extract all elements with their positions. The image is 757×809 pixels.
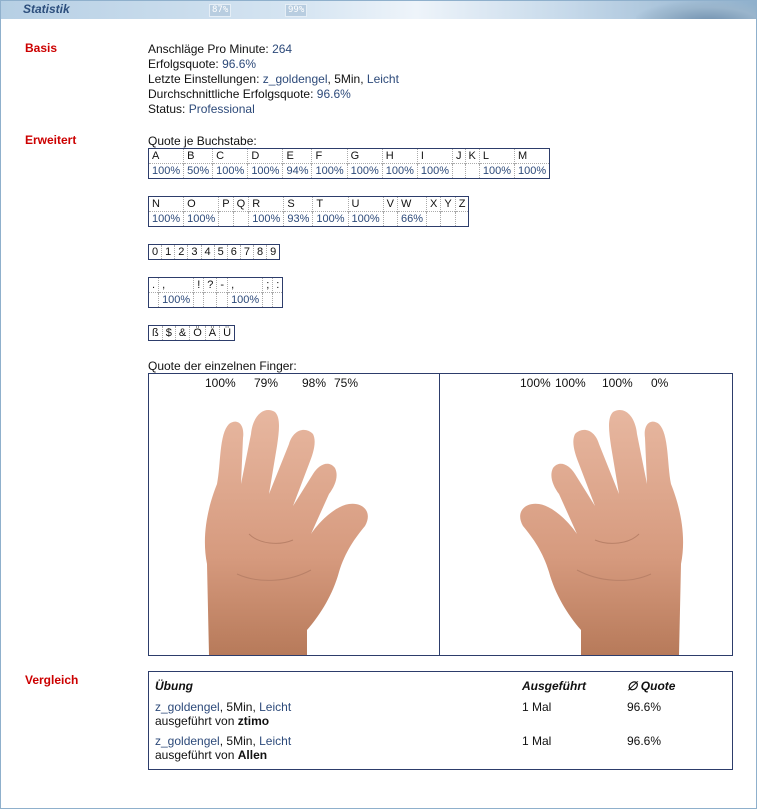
char-cell: R [249,197,284,212]
char-cell: 2 [175,245,188,260]
char-cell: C [213,149,248,164]
char-cell: 4 [201,245,214,260]
apm-value: 264 [272,42,293,56]
letter-quote-table-n-z [148,196,469,227]
char-quote-cell: 100% [313,212,348,227]
title-badge-1: 87% [209,4,231,17]
comparison-row-2-exercise [155,734,291,748]
section-erweitert-heading: Erweitert [25,133,77,147]
letter-quote-table-a-m [148,148,550,179]
status-label: Status: [148,102,186,116]
sep: , [219,700,224,714]
right-finger-3-quote: 100% [602,376,633,390]
char-cell: ! [194,278,204,293]
left-finger-1-quote: 100% [205,376,236,390]
letters-title: Quote je Buchstabe: [148,134,257,148]
avg-quote-value: 96.6% [316,87,351,101]
char-quote-cell [217,293,228,308]
char-cell: V [383,197,397,212]
letter-pct-row [149,212,469,227]
char-cell: M [515,149,550,164]
char-cell: I [417,149,452,164]
left-finger-4-quote: 75% [334,376,359,390]
comparison-row-1-by [155,714,269,728]
char-cell: ß [149,326,163,341]
avg-quote-label: Durchschnittliche Erfolgsquote: [148,87,314,101]
char-cell: S [284,197,313,212]
apm-label: Anschläge Pro Minute: [148,42,269,56]
char-quote-cell [204,293,217,308]
char-cell: G [347,149,382,164]
char-quote-cell: 100% [515,164,550,179]
finger-quote-panel [148,373,733,656]
comparison-row-2-by [155,748,267,762]
special-char-row [149,326,235,341]
comparison-row-1-quote: 96.6% [627,700,662,714]
char-quote-cell: 94% [283,164,312,179]
exercise-time: 5Min [226,734,253,748]
char-quote-cell: 93% [284,212,313,227]
char-cell: 1 [162,245,175,260]
last-settings-time: 5Min [334,72,361,86]
char-quote-cell: 100% [228,293,263,308]
char-cell: & [175,326,189,341]
right-finger-4-quote: 0% [651,376,669,390]
char-quote-cell [149,293,159,308]
exercise-time: 5Min [226,700,253,714]
hands-divider [439,374,440,655]
exercise-name-link[interactable]: z_goldengel [155,734,220,748]
char-quote-cell [194,293,204,308]
char-cell: W [397,197,426,212]
status-line [148,102,255,116]
char-cell: Z [455,197,469,212]
char-quote-cell: 100% [213,164,248,179]
char-quote-cell: 100% [347,164,382,179]
quote-value: 96.6% [222,57,257,71]
char-cell: U [348,197,383,212]
char-quote-cell: 100% [382,164,417,179]
sep: , [252,700,256,714]
left-hand-icon [189,394,399,655]
avg-quote-line [148,87,351,101]
by-user: Allen [237,748,268,762]
char-quote-cell: 100% [348,212,383,227]
char-cell: 8 [254,245,267,260]
char-cell: ; [263,278,273,293]
char-cell: , [159,278,194,293]
char-cell: 5 [214,245,227,260]
comparison-row-1-count: 1 Mal [522,700,552,714]
char-cell: 3 [188,245,201,260]
by-user: ztimo [237,714,270,728]
status-value: Professional [188,102,255,116]
digit-row [149,245,280,260]
exercise-level-link[interactable]: Leicht [259,734,292,748]
left-finger-3-quote: 98% [302,376,327,390]
right-finger-1-quote: 100% [520,376,551,390]
letter-row [149,149,550,164]
char-quote-cell: 100% [249,212,284,227]
punctuation-pct-row [149,293,283,308]
char-cell: Q [233,197,249,212]
char-cell: : [273,278,283,293]
char-quote-cell: 100% [417,164,452,179]
char-cell: A [149,149,184,164]
title-bar [1,1,756,19]
by-prefix: ausgeführt von [155,714,235,728]
special-char-quote-table [148,325,235,341]
last-settings-name[interactable]: z_goldengel [262,72,328,86]
char-cell: X [427,197,441,212]
col-header-ausgefuehrt: Ausgeführt [522,679,586,693]
char-cell: . [149,278,159,293]
char-cell: J [453,149,466,164]
char-cell: O [184,197,219,212]
char-cell: N [149,197,184,212]
exercise-level-link[interactable]: Leicht [259,700,292,714]
sep: , [219,734,224,748]
char-cell: Ö [190,326,206,341]
quote-line [148,57,256,71]
char-cell: E [283,149,312,164]
char-quote-cell [465,164,479,179]
char-cell: P [219,197,233,212]
char-cell: 7 [240,245,253,260]
char-cell: $ [162,326,175,341]
comparison-row-1-exercise [155,700,291,714]
char-quote-cell [441,212,455,227]
char-cell: 6 [227,245,240,260]
char-quote-cell: 100% [184,212,219,227]
char-cell: T [313,197,348,212]
digit-quote-table [148,244,280,260]
char-quote-cell: 100% [479,164,514,179]
comparison-table [148,671,733,770]
char-cell: B [184,149,213,164]
char-cell: 0 [149,245,162,260]
left-finger-2-quote: 79% [254,376,279,390]
last-settings-sep1: , [327,72,331,86]
comparison-row-2-count: 1 Mal [522,734,552,748]
char-cell: K [465,149,479,164]
char-quote-cell [455,212,469,227]
char-quote-cell [273,293,283,308]
char-quote-cell [233,212,249,227]
sep: , [252,734,256,748]
last-settings-sep2: , [360,72,364,86]
char-cell: , [228,278,263,293]
char-quote-cell [383,212,397,227]
exercise-name-link[interactable]: z_goldengel [155,700,220,714]
char-cell: Y [441,197,455,212]
fingers-title: Quote der einzelnen Finger: [148,359,297,373]
last-settings-label: Letzte Einstellungen: [148,72,260,86]
letter-pct-row [149,164,550,179]
char-cell: Ü [220,326,235,341]
window-title: Statistik [23,2,70,16]
right-finger-2-quote: 100% [555,376,586,390]
title-banner-graphic [636,1,756,19]
section-vergleich-heading: Vergleich [25,673,79,687]
char-cell: ? [204,278,217,293]
char-cell: 9 [267,245,280,260]
comparison-row-2-quote: 96.6% [627,734,662,748]
last-settings-level[interactable]: Leicht [366,72,399,86]
letter-row [149,197,469,212]
char-quote-cell: 66% [397,212,426,227]
char-cell: - [217,278,228,293]
punctuation-quote-table [148,277,283,308]
char-quote-cell: 100% [312,164,347,179]
char-cell: Ä [205,326,219,341]
char-quote-cell [427,212,441,227]
right-hand-icon [489,394,699,655]
char-quote-cell: 100% [248,164,283,179]
char-quote-cell [263,293,273,308]
char-quote-cell [453,164,466,179]
char-cell: H [382,149,417,164]
char-quote-cell: 100% [149,164,184,179]
col-header-uebung: Übung [155,679,193,693]
apm-line [148,42,292,56]
quote-label: Erfolgsquote: [148,57,219,71]
title-badge-2: 99% [285,4,307,17]
char-quote-cell: 100% [159,293,194,308]
last-settings-line [148,72,399,86]
col-header-quote: ∅ Quote [627,679,676,693]
by-prefix: ausgeführt von [155,748,235,762]
char-cell: L [479,149,514,164]
char-cell: F [312,149,347,164]
section-basis-heading: Basis [25,41,58,55]
char-quote-cell [219,212,233,227]
punctuation-row [149,278,283,293]
char-quote-cell: 50% [184,164,213,179]
char-quote-cell: 100% [149,212,184,227]
char-cell: D [248,149,283,164]
